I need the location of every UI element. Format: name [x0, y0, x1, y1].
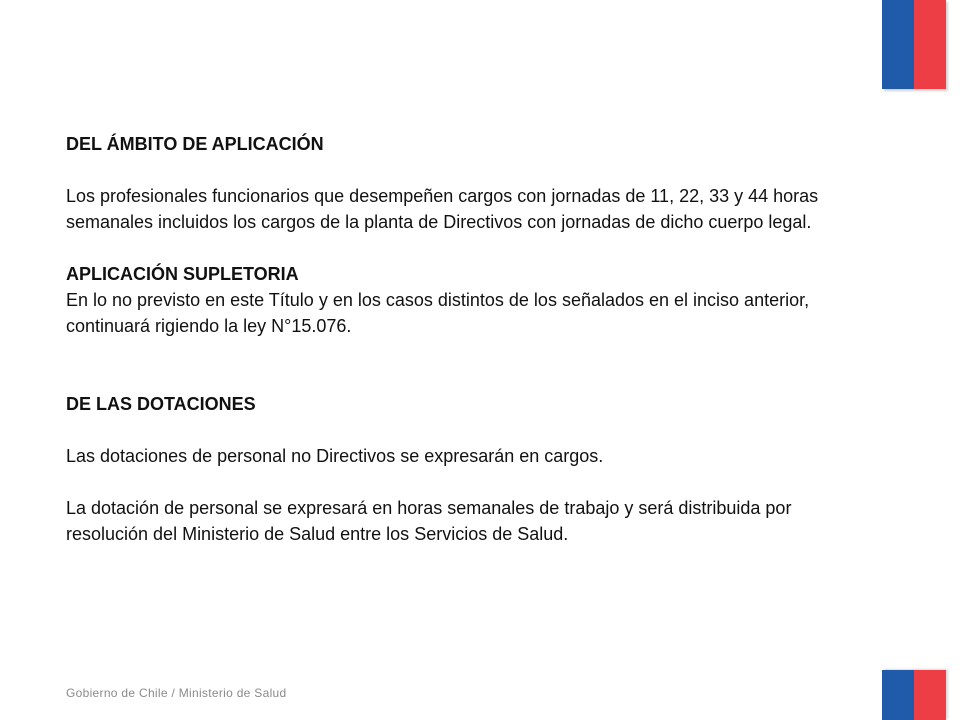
flag-red-stripe: [914, 670, 946, 720]
flag-blue-stripe: [882, 0, 914, 89]
paragraph-ambito: Los profesionales funcionarios que desempeñen cargos con jornadas de 11, 22, 33 y 44 horas semanales incluidos los cargos de la planta de Directivos con jornadas de dicho cuerpo legal.: [66, 186, 819, 232]
paragraph-supletoria: En lo no previsto en este Título y en los casos distintos de los señalados en el inciso anterior, continuará rigiendo la ley N°15.076.: [66, 290, 810, 336]
footer-text: Gobierno de Chile / Ministerio de Salud: [66, 686, 287, 700]
heading-supletoria: APLICACIÓN SUPLETORIA: [66, 264, 299, 284]
paragraph-dotaciones-1: Las dotaciones de personal no Directivos se expresarán en cargos.: [66, 446, 604, 466]
paragraph-dotaciones-2: La dotación de personal se expresará en horas semanales de trabajo y será distribuida por resolución del Ministerio de Salud entre los Servicios de Salud.: [66, 498, 792, 544]
flag-blue-stripe: [882, 670, 914, 720]
chile-flag-logo-top: [882, 0, 946, 89]
flag-red-stripe: [914, 0, 946, 89]
heading-dotaciones: DE LAS DOTACIONES: [66, 394, 256, 414]
heading-ambito: DEL ÁMBITO DE APLICACIÓN: [66, 134, 324, 154]
slide-content: [66, 131, 866, 547]
chile-flag-logo-bottom: [882, 670, 946, 720]
